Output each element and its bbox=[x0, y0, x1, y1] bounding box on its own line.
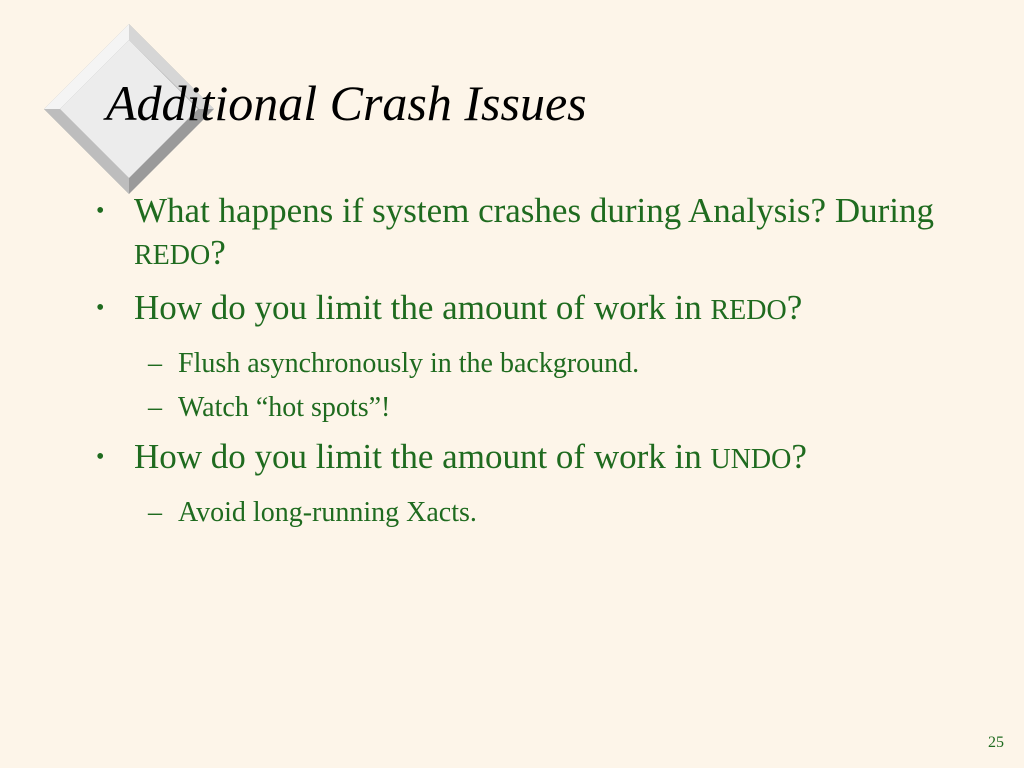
bullet-dot: • bbox=[96, 198, 105, 224]
bullet-item bbox=[96, 190, 976, 277]
page-number: 25 bbox=[988, 734, 1004, 751]
sub-bullet-dash: – bbox=[148, 497, 162, 528]
bullet-text-end: ? bbox=[210, 233, 226, 272]
sub-bullet-dash: – bbox=[148, 348, 162, 379]
sub-bullet-list bbox=[96, 342, 976, 430]
bullet-text-end: ? bbox=[791, 437, 807, 476]
bullet-list bbox=[96, 190, 976, 541]
bullet-item bbox=[96, 436, 976, 481]
sub-bullet-item bbox=[96, 342, 976, 386]
bullet-item bbox=[96, 287, 976, 332]
sub-bullet-dash: – bbox=[148, 392, 162, 423]
sub-bullet-text: Avoid long-running Xacts. bbox=[178, 497, 477, 528]
bullet-smallcaps: REDO bbox=[710, 295, 787, 326]
sub-bullet-text: Watch “hot spots”! bbox=[178, 392, 391, 423]
sub-bullet-item bbox=[96, 491, 976, 535]
bullet-dot: • bbox=[96, 444, 105, 470]
sub-bullet-item bbox=[96, 386, 976, 430]
bullet-text: How do you limit the amount of work in bbox=[134, 288, 711, 327]
bullet-text: What happens if system crashes during Analysis? During bbox=[134, 191, 934, 230]
bullet-dot: • bbox=[96, 295, 105, 321]
slide-title: Additional Crash Issues bbox=[106, 75, 587, 131]
sub-bullet-list bbox=[96, 491, 976, 535]
bullet-text: How do you limit the amount of work in bbox=[134, 437, 711, 476]
bullet-text-end: ? bbox=[786, 288, 803, 327]
bullet-smallcaps: REDO bbox=[134, 240, 211, 271]
bullet-smallcaps: UNDO bbox=[710, 444, 792, 475]
sub-bullet-text: Flush asynchronously in the background. bbox=[178, 348, 640, 379]
